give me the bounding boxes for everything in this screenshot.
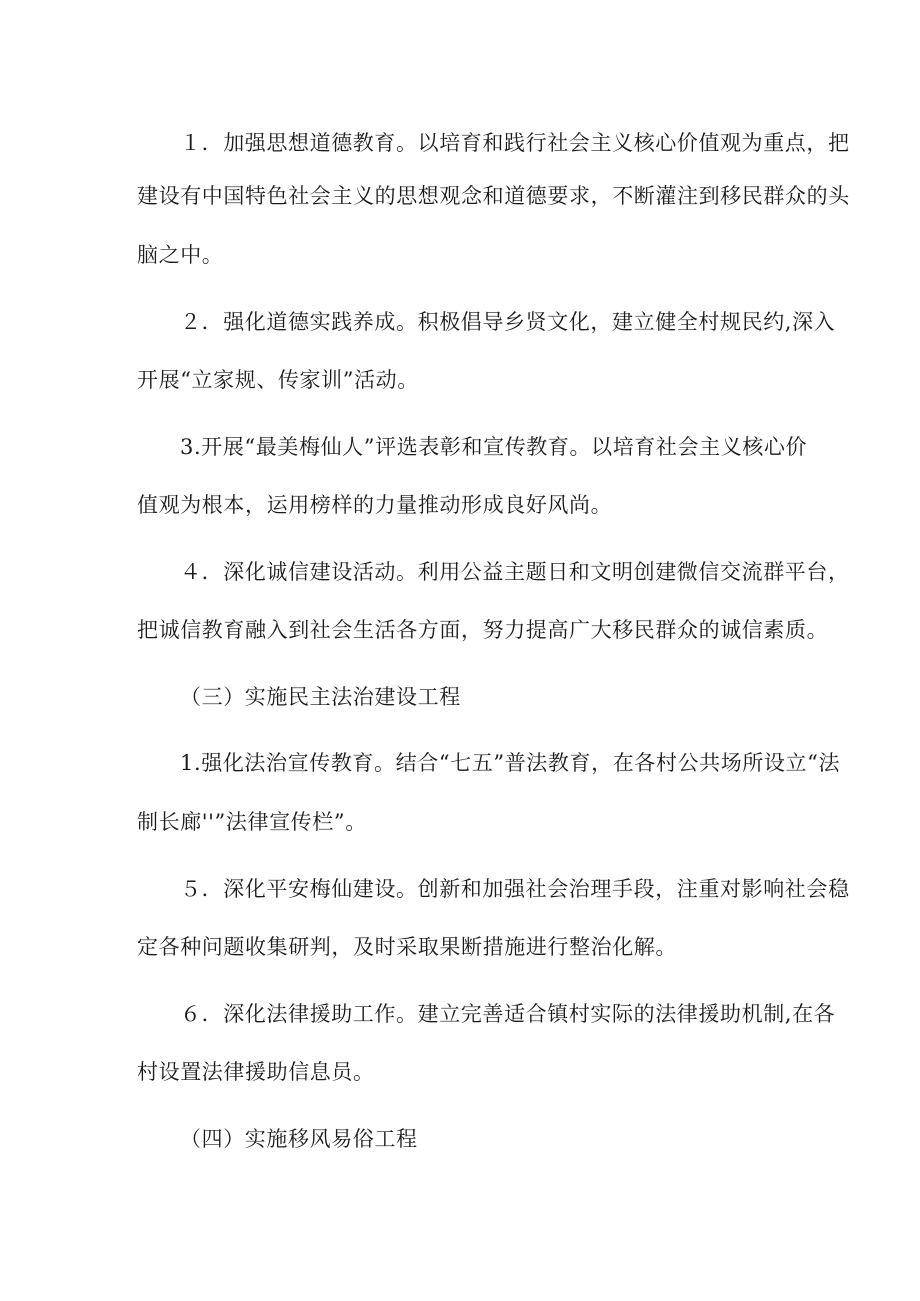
paragraph-line: 值观为根本，运用榜样的力量推动形成良好风尚。 <box>137 493 613 517</box>
paragraph-line: 建设有中国特色社会主义的思想观念和道德要求，不断灌注到移民群众的头 <box>137 184 850 208</box>
section-heading: （四）实施移风易俗工程 <box>180 1127 418 1151</box>
paragraph-line: ４．深化诚信建设活动。利用公益主题日和文明创建微信交流群平台， <box>180 560 850 584</box>
paragraph-line: 制长廊''”法律宣传栏”。 <box>137 810 367 834</box>
paragraph-line: 村设置法律援助信息员。 <box>137 1060 375 1084</box>
paragraph-line: 把诚信教育融入到社会生活各方面，努力提高广大移民群众的诚信素质。 <box>137 618 829 642</box>
paragraph-line: 开展“立家规、传家训”活动。 <box>137 368 419 392</box>
paragraph-line: １．加强思想道德教育。以培育和践行社会主义核心价值观为重点，把 <box>180 131 850 155</box>
paragraph-line: 脑之中。 <box>137 243 224 267</box>
paragraph-line: 3.开展“最美梅仙人”评选表彰和宣传教育。以培育社会主义核心价 <box>180 435 808 459</box>
paragraph-line: ２．强化道德实践养成。积极倡导乡贤文化，建立健全村规民约,深入 <box>180 310 836 334</box>
paragraph-line: 1.强化法治宣传教育。结合“七五”普法教育，在各村公共场所设立“法 <box>180 751 841 775</box>
section-heading: （三）实施民主法治建设工程 <box>180 685 461 709</box>
paragraph-line: ５．深化平安梅仙建设。创新和加强社会治理手段，注重对影响社会稳 <box>180 877 850 901</box>
paragraph-line: ６．深化法律援助工作。建立完善适合镇村实际的法律援助机制,在各 <box>180 1002 836 1026</box>
paragraph-line: 定各种问题收集研判，及时采取果断措施进行整治化解。 <box>137 935 677 959</box>
